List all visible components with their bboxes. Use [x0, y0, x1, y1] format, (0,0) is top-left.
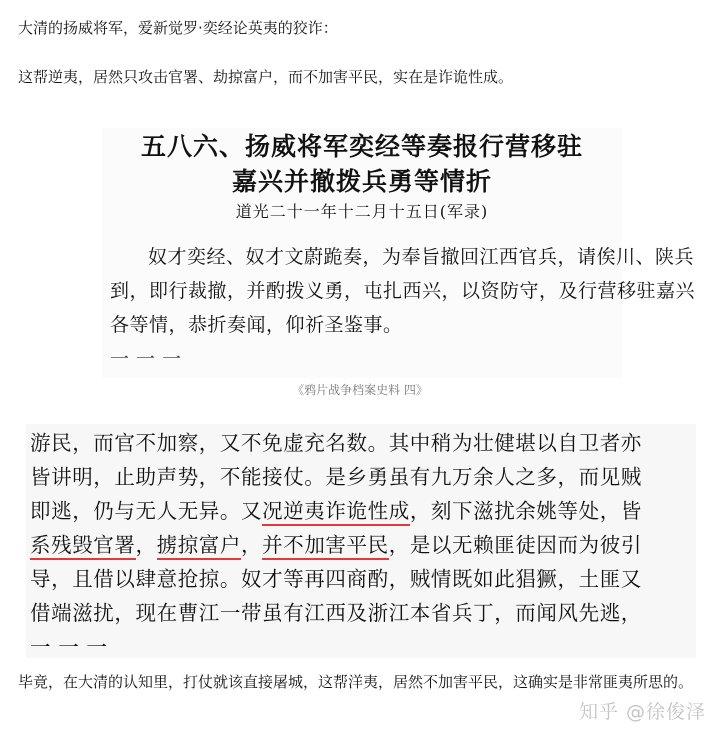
- body-line-cropped: 一 一 一: [110, 348, 182, 370]
- document-date: 道光二十一年十二月十五日(军录): [235, 202, 489, 221]
- highlighted-phrase: 掳掠富户: [157, 533, 241, 560]
- scan-text: ，是以无赖匪徒因而为彼引: [388, 533, 642, 557]
- archive-scan-image-2: [26, 424, 696, 658]
- document-body: [102, 240, 696, 370]
- image-caption: 《鸦片战争档案史料 四》: [292, 383, 428, 397]
- scan-line: 皆讲明，止助声势，不能接仗。是乡勇虽有九万余人之多，而见贼: [30, 465, 642, 489]
- body-line: 到，即行裁撤，并酌拨义勇，屯扎西兴，以资防守，及行营移驻嘉兴: [110, 280, 696, 302]
- scan-line: [30, 528, 692, 562]
- scan-line: 借端滋扰，现在曹江一带虽有江西及浙江本省兵丁，而闻风先逃，: [30, 601, 642, 625]
- intro-paragraph: 大清的扬威将军，爱新觉罗·奕经论英夷的狡诈：: [18, 19, 338, 37]
- scan-line: 导，且借以肆意抢掠。奴才等再四商酌，贼情既如此猖獗，土匪又: [30, 567, 642, 591]
- conclusion-paragraph: 毕竟，在大清的认知里，打仗就该直接屠城，这帮洋夷，居然不加害平民，这确实是非常匪夷所思的。: [18, 673, 694, 691]
- archive-scan-image-1: [102, 128, 696, 378]
- highlighted-phrase: 况逆夷诈诡性成: [262, 499, 410, 526]
- scan-line: [30, 494, 692, 528]
- highlighted-phrase: 系残毁官署: [30, 533, 136, 560]
- scan-text: ，: [241, 533, 263, 557]
- body-line: 奴才奕经、奴才文蔚跪奏，为奉旨撤回江西官兵，请俟川、陕兵: [148, 246, 695, 268]
- summary-paragraph: 这帮逆夷，居然只攻击官署、劫掠富户，而不加害平民，实在是诈诡性成。: [18, 68, 514, 86]
- scan-line-cropped: 一 一 一: [30, 635, 108, 659]
- scan-text: 即逃，仍与无人无异。又: [30, 499, 263, 523]
- highlighted-phrase: 并不加害平民: [262, 533, 389, 560]
- zhihu-watermark: 知乎 @徐俊泽: [578, 701, 706, 723]
- scan-text: ，: [135, 533, 157, 557]
- document-title-line-1: 五八六、扬威将军奕经等奏报行营移驻: [140, 132, 583, 161]
- body-line: 各等情，恭折奏闻，仰祈圣鉴事。: [110, 314, 403, 336]
- document-title-line-2: 嘉兴并撤拨兵勇等情折: [231, 167, 492, 196]
- scan-line: 游民，而官不加察，又不免虚充名数。其中稍为壮健堪以自卫者亦: [30, 431, 642, 455]
- scan-text: ，刻下滋扰余姚等处，皆: [409, 499, 642, 523]
